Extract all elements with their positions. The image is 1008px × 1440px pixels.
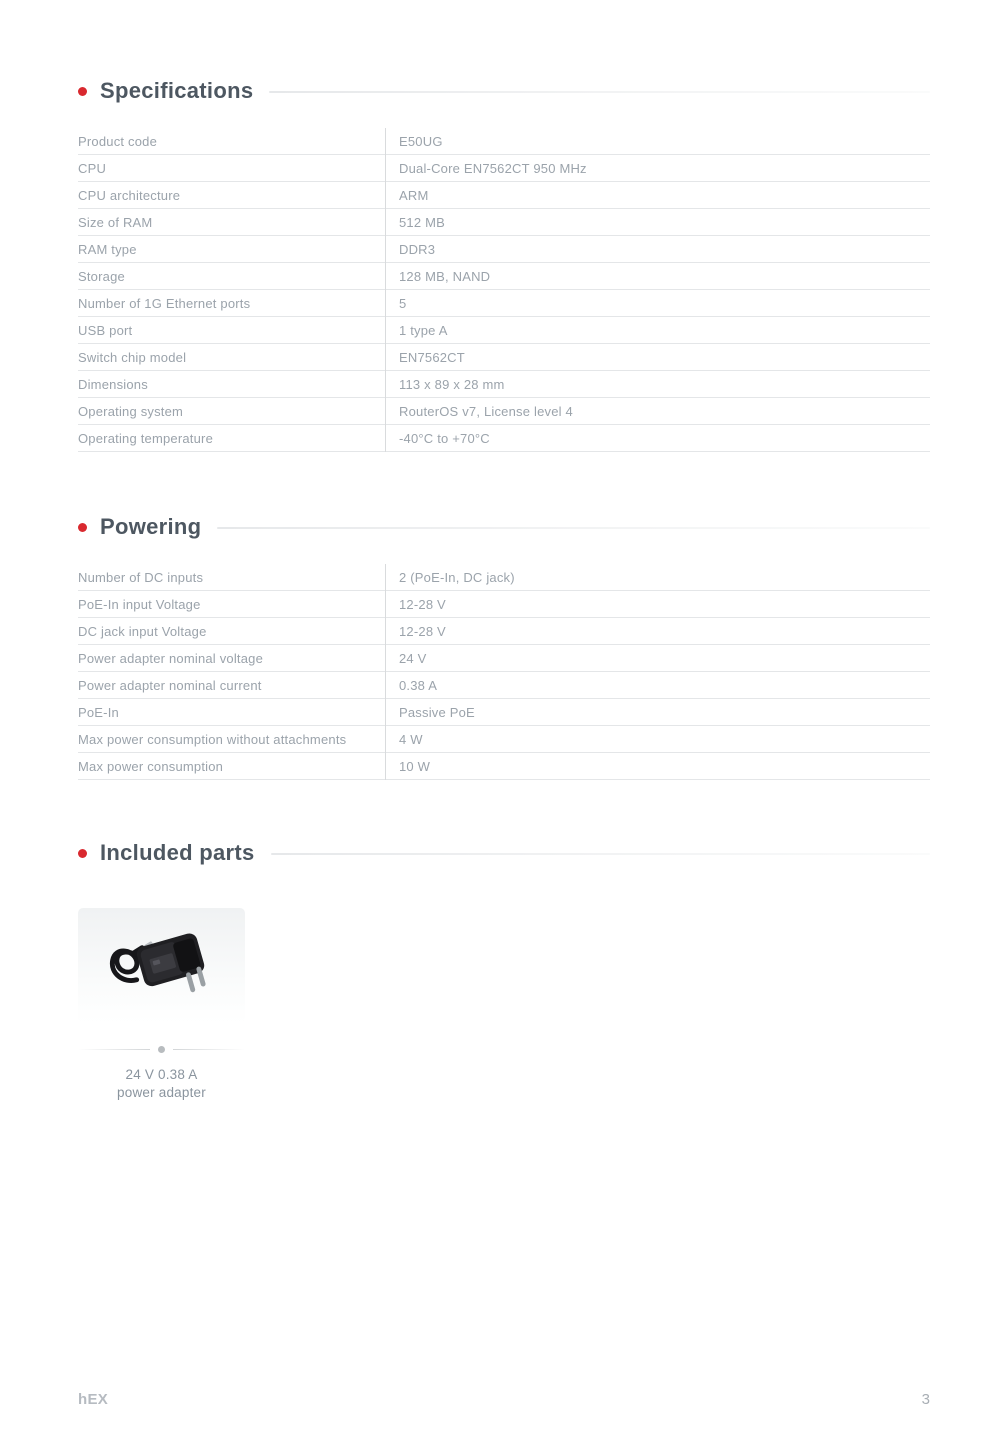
- divider-dot-icon: [158, 1046, 165, 1053]
- table-row: [78, 344, 930, 371]
- spec-label: USB port: [78, 322, 133, 338]
- spec-label: PoE-In input Voltage: [78, 596, 201, 612]
- red-bullet-icon: [78, 523, 87, 532]
- section-rule: [271, 853, 930, 855]
- spec-value: E50UG: [399, 133, 443, 149]
- table-row: [78, 263, 930, 290]
- table-row: [78, 128, 930, 155]
- spec-label: PoE-In: [78, 704, 119, 720]
- spec-value: 128 MB, NAND: [399, 268, 491, 284]
- page-footer: [78, 1391, 930, 1408]
- spec-value: ARM: [399, 187, 429, 203]
- table-row: [78, 591, 930, 618]
- spec-value: 0.38 A: [399, 677, 438, 693]
- table-row: [78, 726, 930, 753]
- red-bullet-icon: [78, 87, 87, 96]
- included-part-card: [78, 908, 245, 1102]
- table-row: [78, 155, 930, 182]
- spec-label: Product code: [78, 133, 158, 149]
- spec-value: 12-28 V: [399, 596, 446, 612]
- part-caption: [78, 1066, 245, 1102]
- spec-label: Size of RAM: [78, 214, 153, 230]
- spec-value: 10 W: [399, 758, 431, 774]
- table-row: [78, 290, 930, 317]
- spec-label: Operating system: [78, 403, 184, 419]
- spec-label: Number of DC inputs: [78, 569, 204, 585]
- spec-label: Operating temperature: [78, 430, 213, 446]
- table-row: [78, 209, 930, 236]
- specifications-table: [78, 128, 930, 452]
- spec-value: 5: [399, 295, 407, 311]
- table-row: [78, 398, 930, 425]
- table-row: [78, 317, 930, 344]
- spec-label: CPU architecture: [78, 187, 181, 203]
- spec-value: 1 type A: [399, 322, 448, 338]
- spec-label: Max power consumption: [78, 758, 224, 774]
- spec-label: Max power consumption without attachments: [78, 731, 347, 747]
- spec-label: CPU: [78, 160, 107, 176]
- spec-value: 24 V: [399, 650, 427, 666]
- footer-product-name: hEX: [78, 1391, 109, 1408]
- power-adapter-illustration: [87, 914, 237, 1018]
- part-caption-line2: power adapter: [117, 1085, 206, 1100]
- table-row: [78, 618, 930, 645]
- spec-label: RAM type: [78, 241, 137, 257]
- table-row: [78, 645, 930, 672]
- table-row: [78, 371, 930, 398]
- table-row: [78, 699, 930, 726]
- spec-value: Dual-Core EN7562CT 950 MHz: [399, 160, 587, 176]
- spec-value: DDR3: [399, 241, 436, 257]
- included-parts-list: [78, 908, 930, 1102]
- spec-label: Power adapter nominal voltage: [78, 650, 264, 666]
- section-header-powering: [78, 514, 930, 540]
- spec-value: -40°C to +70°C: [399, 430, 490, 446]
- divider-line: [78, 1049, 150, 1050]
- spec-value: Passive PoE: [399, 704, 475, 720]
- spec-value: RouterOS v7, License level 4: [399, 403, 573, 419]
- section-rule: [269, 91, 930, 93]
- spec-label: Power adapter nominal current: [78, 677, 262, 693]
- spec-value: 512 MB: [399, 214, 446, 230]
- spec-label: Storage: [78, 268, 125, 284]
- spec-label: Switch chip model: [78, 349, 187, 365]
- table-row: [78, 672, 930, 699]
- section-title-powering: Powering: [100, 514, 202, 539]
- power-adapter-photo: [78, 908, 245, 1024]
- table-row: [78, 753, 930, 780]
- spec-value: EN7562CT: [399, 349, 465, 365]
- section-title-included-parts: Included parts: [100, 840, 255, 865]
- divider-line: [173, 1049, 245, 1050]
- table-row: [78, 236, 930, 263]
- table-row: [78, 564, 930, 591]
- part-divider: [78, 1046, 245, 1053]
- spec-value: 2 (PoE-In, DC jack): [399, 569, 515, 585]
- table-row: [78, 182, 930, 209]
- section-header-included-parts: [78, 840, 930, 866]
- spec-value: 12-28 V: [399, 623, 446, 639]
- section-rule: [217, 527, 930, 529]
- spec-label: DC jack input Voltage: [78, 623, 207, 639]
- spec-label: Number of 1G Ethernet ports: [78, 295, 251, 311]
- part-caption-line1: 24 V 0.38 A: [125, 1067, 198, 1082]
- spec-label: Dimensions: [78, 376, 148, 392]
- footer-page-number: 3: [921, 1391, 930, 1408]
- spec-value: 4 W: [399, 731, 423, 747]
- spec-value: 113 x 89 x 28 mm: [399, 376, 505, 392]
- powering-table: [78, 564, 930, 780]
- section-header-specifications: [78, 0, 930, 104]
- red-bullet-icon: [78, 849, 87, 858]
- section-title-specifications: Specifications: [100, 78, 254, 103]
- table-row: [78, 425, 930, 452]
